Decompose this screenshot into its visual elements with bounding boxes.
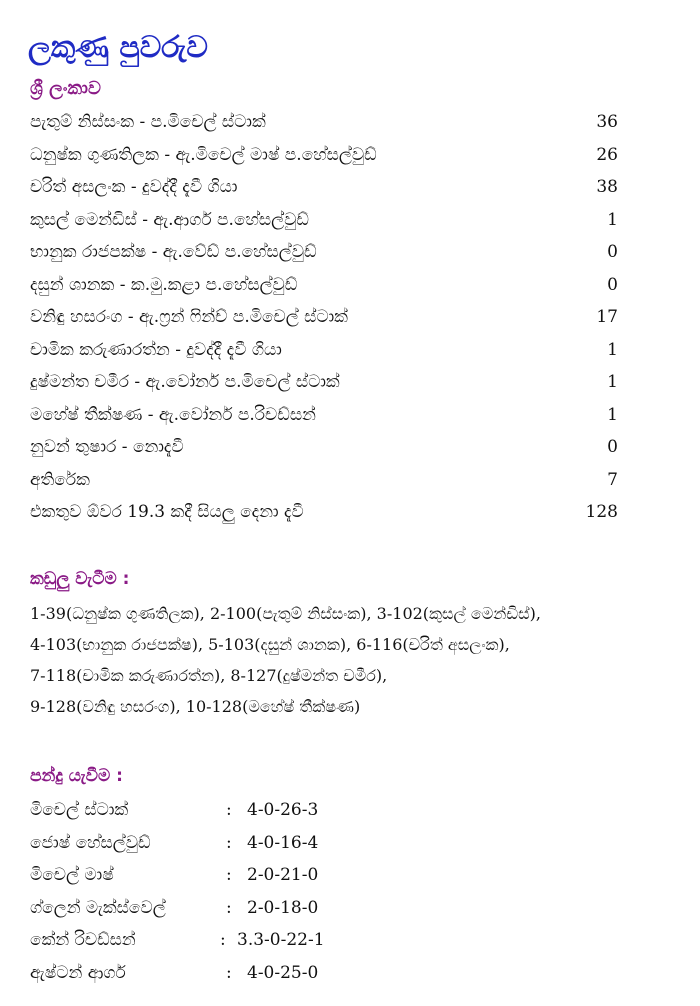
separator: : — [226, 832, 232, 853]
fow-line: 4-103(භානුක රාජපක්ෂ), 5-103(දසුන් ශානක), 6-116(චරිත් අසලංක), — [30, 635, 510, 654]
bowling-figures: 2-0-18-0 — [247, 897, 319, 918]
bowling-figures: 4-0-16-4 — [247, 832, 319, 853]
batting-row — [30, 431, 630, 464]
bowler-name: ජොෂ් හේසල්වුඩ් — [30, 832, 151, 853]
bowling-row — [30, 794, 430, 827]
batsman-runs: 38 — [596, 177, 618, 197]
batsman-runs: 1 — [607, 372, 618, 392]
batting-row — [30, 171, 630, 204]
batting-table — [30, 106, 630, 529]
total-row — [30, 496, 630, 529]
separator: : — [226, 800, 232, 820]
batsman-dismissal: දුෂ්මන්ත චමීර - ඇ.වෝනර් ප.මිචෙල් ස්ටාක් — [30, 372, 340, 392]
bowling-heading: පන්දු යැවීම : — [30, 766, 123, 786]
batsman-dismissal: ධනුෂ්ක ගුණතිලක - ඇ.මිචෙල් මාෂ් ප.හේසල්වුඩ් — [30, 144, 377, 165]
batting-row — [30, 236, 630, 269]
extras-row — [30, 464, 630, 497]
batting-row — [30, 366, 630, 399]
bowling-row — [30, 859, 430, 892]
batsman-runs: 17 — [596, 307, 618, 327]
separator: : — [226, 897, 232, 918]
bowling-row — [30, 924, 430, 957]
page-title: ලකුණු පුවරුව — [28, 30, 208, 65]
batsman-dismissal: චාමික කරුණාරත්න - දුවද්දී දැවී ගියා — [30, 339, 282, 360]
bowling-row — [30, 827, 430, 860]
batsman-dismissal: වනිඳු හසරංග - ඇ.ෆ්‍රන් ෆින්ච් ප.මිචෙල් ස්ටාක් — [30, 307, 348, 327]
fow-line: 9-128(වනිඳු හසරංග), 10-128(මහේෂ් තීක්ෂණ) — [30, 697, 361, 716]
batting-row — [30, 269, 630, 302]
bowling-table — [30, 794, 430, 989]
batsman-runs: 1 — [607, 209, 618, 230]
bowling-row — [30, 892, 430, 925]
team-heading: ශ්‍රී ලංකාව — [30, 78, 101, 99]
batting-row — [30, 399, 630, 432]
batting-row — [30, 334, 630, 367]
batting-row — [30, 106, 630, 139]
bowler-name: මිචෙල් ස්ටාක් — [30, 800, 129, 820]
fall-of-wickets-heading: කඩුලු වැටීම : — [30, 569, 130, 589]
batsman-runs: 36 — [596, 112, 618, 132]
bowling-figures: 4-0-26-3 — [247, 800, 319, 820]
separator: : — [226, 865, 232, 885]
separator: : — [226, 962, 232, 983]
batsman-dismissal: මහේෂ් තීක්ෂණ - ඇ.වෝනර් ප.රිචඩ්සන් — [30, 404, 316, 425]
batsman-dismissal: දසුන් ශානක - ක.මු.කළා ප.හේසල්වුඩ් — [30, 274, 298, 295]
batsman-dismissal: චරිත් අසලංක - දුවද්දී දැවී ගියා — [30, 177, 238, 197]
batting-row — [30, 204, 630, 237]
bowler-name: ඇෂ්ටන් ආගර් — [30, 962, 126, 983]
bowler-name: ග්ලෙන් මැක්ස්වෙල් — [30, 897, 166, 918]
batsman-dismissal: නුවන් තුෂාර - නොදැවී — [30, 437, 184, 457]
extras-runs: 7 — [607, 469, 618, 490]
total-runs: 128 — [585, 502, 618, 522]
bowler-name: කේන් රිචඩ්සන් — [30, 930, 136, 950]
total-label: එකතුව ඕවර 19.3 කදී සියලු දෙනා දැවී — [30, 502, 304, 522]
bowling-figures: 4-0-25-0 — [247, 962, 319, 983]
batsman-runs: 1 — [607, 339, 618, 360]
bowling-figures: 2-0-21-0 — [247, 865, 319, 885]
bowler-name: මිචෙල් මාෂ් — [30, 865, 114, 885]
batsman-dismissal: පැතුම් නිස්සංක - ප.මිචෙල් ස්ටාක් — [30, 112, 266, 132]
batsman-runs: 0 — [607, 437, 618, 457]
batting-row — [30, 301, 630, 334]
bowling-figures: 3.3-0-22-1 — [237, 930, 325, 950]
batsman-runs: 0 — [607, 242, 618, 262]
batsman-runs: 26 — [596, 144, 618, 165]
batsman-runs: 0 — [607, 274, 618, 295]
fow-line: 1-39(ධනුෂ්ක ගුණතිලක), 2-100(පැතුම් නිස්සංක), 3-102(කුසල් මෙන්ඩිස්), — [30, 604, 541, 623]
batsman-dismissal: කුසල් මෙන්ඩිස් - ඇ.ආගර් ප.හේසල්වුඩ් — [30, 209, 309, 230]
separator: : — [220, 930, 226, 950]
fall-of-wickets — [30, 598, 690, 722]
bowling-row — [30, 957, 430, 990]
batsman-dismissal: භානුක රාජපක්ෂ - ඇ.වේඩ් ප.හේසල්වුඩ් — [30, 242, 317, 262]
fow-line: 7-118(චාමික කරුණාරත්න), 8-127(දුෂ්මන්ත චමීර), — [30, 666, 388, 685]
extras-label: අතිරේක — [30, 469, 90, 490]
batting-row — [30, 139, 630, 172]
batsman-runs: 1 — [607, 404, 618, 425]
